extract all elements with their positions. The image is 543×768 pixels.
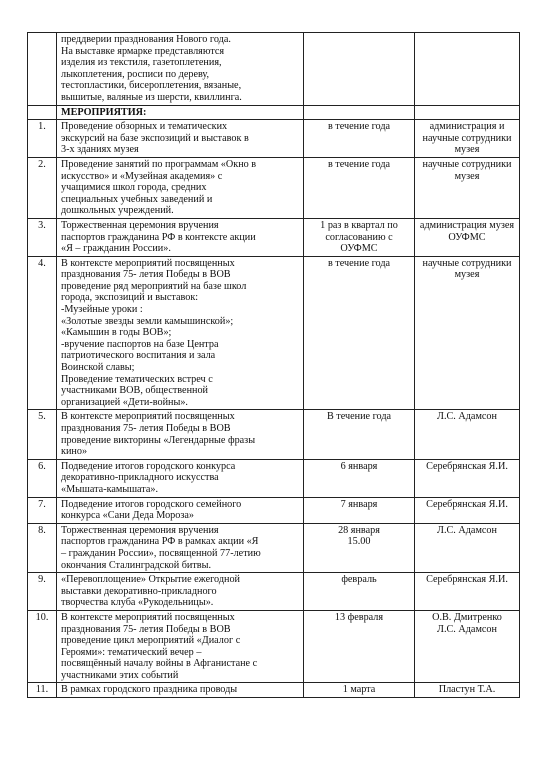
row-number: 6.	[28, 459, 57, 497]
description-line: В контексте мероприятий посвященных	[61, 257, 235, 269]
row-date	[304, 157, 415, 218]
description-line: паспортов гражданина РФ в рамках акции «Я	[61, 536, 259, 548]
row-date	[304, 523, 415, 572]
description-line: творчества клуба «Рукодельницы».	[61, 597, 214, 609]
row-description	[57, 683, 304, 698]
row-number: 11.	[28, 683, 57, 698]
responsible-line: Серебрянская Я.И.	[426, 574, 508, 586]
row-number: 8.	[28, 523, 57, 572]
table-row	[28, 459, 520, 497]
row-description	[57, 523, 304, 572]
description-line: «Золотые звезды земли камышинской»;	[61, 315, 234, 327]
row-number: 2.	[28, 157, 57, 218]
description-line: Торжественная церемония вручения	[61, 219, 219, 231]
responsible-line: О.В. Дмитренко	[432, 611, 502, 623]
description-line: проведение ряд мероприятий на базе школ	[61, 280, 247, 292]
row-date	[304, 120, 415, 158]
events-table-body	[28, 33, 520, 698]
row-responsible	[415, 459, 520, 497]
description-line: В контексте мероприятий посвященных	[61, 411, 235, 423]
row-description	[57, 610, 304, 683]
responsible-line: музея	[454, 170, 480, 182]
description-line: проведение викторины «Легендарные фразы	[61, 434, 256, 446]
table-row	[28, 573, 520, 611]
row-date-cell	[304, 33, 415, 106]
description-line: -Музейные уроки :	[61, 304, 143, 316]
responsible-line: музея	[454, 144, 480, 156]
table-row	[28, 610, 520, 683]
description-line: вышитые, валяные из шерсти, квиллинга.	[61, 91, 242, 103]
description-line: «Мышата-камышата».	[61, 483, 159, 495]
row-date	[304, 256, 415, 410]
row-date	[304, 459, 415, 497]
description-line: кино»	[61, 446, 88, 458]
date-line: в течение года	[327, 158, 391, 170]
description-line: организацией «Дети-войны».	[61, 396, 188, 408]
responsible-line: администрация и	[429, 121, 505, 133]
row-date	[304, 573, 415, 611]
row-description	[57, 497, 304, 523]
row-date-cell	[304, 105, 415, 120]
row-responsible-cell	[415, 33, 520, 106]
date-line: 1 марта	[342, 684, 376, 696]
responsible-line: научные сотрудники	[422, 158, 512, 170]
row-date	[304, 218, 415, 256]
row-responsible	[415, 610, 520, 683]
description-line: экскурсий на базе экспозиций и выставок в	[61, 132, 249, 144]
description-line: На выставке ярмарке представляются	[61, 45, 225, 57]
responsible-line: музея	[454, 269, 480, 281]
description-line: «Перевоплощение» Открытие ежегодной	[61, 574, 241, 586]
table-row	[28, 157, 520, 218]
row-description	[57, 157, 304, 218]
table-row	[28, 523, 520, 572]
description-line: 3-х зданиях музея	[61, 144, 139, 156]
table-row	[28, 683, 520, 698]
responsible-line: Л.С. Адамсон	[437, 411, 497, 423]
description-line: Подведение итогов городского конкурса	[61, 460, 236, 472]
row-number-cell	[28, 105, 57, 120]
description-line: – гражданин России», посвященной 77-летию	[61, 547, 261, 559]
row-description	[57, 218, 304, 256]
row-description	[57, 120, 304, 158]
description-line: празднования 75- летия Победы в ВОВ	[61, 623, 231, 635]
description-line: учащимися школ города, средних	[61, 182, 207, 194]
row-number: 3.	[28, 218, 57, 256]
row-responsible	[415, 523, 520, 572]
description-line: города, экспозиций и выставок:	[61, 292, 199, 304]
description-line: преддверии празднования Нового года.	[61, 34, 231, 45]
date-line: ОУФМС	[340, 243, 378, 255]
responsible-line: Л.С. Адамсон	[437, 623, 497, 635]
description-line: Проведение обзорных и тематических	[61, 121, 228, 133]
date-line: в течение года	[327, 121, 391, 133]
description-line: Подведение итогов городского семейного	[61, 498, 242, 510]
date-line: 13 февраля	[334, 611, 384, 623]
description-line: декоративно-прикладного искусства	[61, 472, 219, 484]
description-line: -вручение паспортов на базе Центра	[61, 338, 219, 350]
description-line: Торжественная церемония вручения	[61, 524, 219, 536]
row-responsible	[415, 256, 520, 410]
description-line: выставки декоративно-прикладного	[61, 585, 217, 597]
row-number: 10.	[28, 610, 57, 683]
row-date	[304, 410, 415, 459]
row-number-cell	[28, 33, 57, 106]
description-line: окончания Сталинградской битвы.	[61, 559, 212, 571]
row-responsible	[415, 683, 520, 698]
continuation-row	[28, 33, 520, 106]
description-line: паспортов гражданина РФ в контексте акции	[61, 231, 256, 243]
row-number: 7.	[28, 497, 57, 523]
row-date	[304, 497, 415, 523]
date-line: 7 января	[340, 498, 378, 510]
date-line: 28 января	[338, 524, 380, 536]
row-number: 1.	[28, 120, 57, 158]
row-responsible	[415, 573, 520, 611]
row-responsible-cell	[415, 105, 520, 120]
responsible-line: научные сотрудники	[422, 257, 512, 269]
responsible-line: Серебрянская Я.И.	[426, 460, 508, 472]
description-line: конкурса «Сани Деда Мороза»	[61, 510, 194, 522]
row-responsible	[415, 120, 520, 158]
table-row	[28, 256, 520, 410]
row-number: 5.	[28, 410, 57, 459]
responsible-line: администрация музея	[419, 219, 515, 231]
section-title-row	[28, 105, 520, 120]
responsible-line: Пластун Т.А.	[438, 684, 496, 696]
row-responsible	[415, 410, 520, 459]
responsible-line: Серебрянская Я.И.	[426, 498, 508, 510]
date-line: В течение года	[326, 411, 392, 423]
date-line: февраль	[341, 574, 377, 586]
table-row	[28, 497, 520, 523]
row-responsible	[415, 218, 520, 256]
row-date	[304, 683, 415, 698]
responsible-line: ОУФМС	[448, 231, 486, 243]
row-number: 9.	[28, 573, 57, 611]
date-line: согласованию с	[325, 231, 393, 243]
description-line: искусство» и «Музейная академия» с	[61, 170, 223, 182]
description-line: Проведение тематических встреч с	[61, 373, 213, 385]
description-line: дошкольных учреждений.	[61, 205, 174, 217]
description-line: Воинской славы;	[61, 362, 135, 374]
table-row	[28, 120, 520, 158]
responsible-line: Л.С. Адамсон	[437, 524, 497, 536]
description-line: Героями»: тематический вечер –	[61, 646, 202, 658]
row-description	[57, 459, 304, 497]
description-line: В контексте мероприятий посвященных	[61, 611, 235, 623]
description-line: специальных учебных заведений и	[61, 193, 213, 205]
description-line: Проведение занятий по программам «Окно в	[61, 158, 257, 170]
table-row	[28, 410, 520, 459]
row-description-cell	[57, 33, 304, 106]
date-line: 6 января	[340, 460, 378, 472]
row-description	[57, 573, 304, 611]
row-responsible	[415, 157, 520, 218]
date-line: 15.00	[347, 536, 371, 548]
row-description	[57, 410, 304, 459]
row-number: 4.	[28, 256, 57, 410]
row-responsible	[415, 497, 520, 523]
section-title: МЕРОПРИЯТИЯ:	[57, 105, 304, 120]
description-line: празднования 75- летия Победы в ВОВ	[61, 423, 231, 434]
description-line: патриотического воспитания и зала	[61, 350, 216, 362]
responsible-line: научные сотрудники	[422, 132, 512, 144]
description-line: тестопластики, бисероплетения, вязаные,	[61, 80, 242, 92]
description-line: изделия из текстиля, газетоплетения,	[61, 57, 222, 69]
date-line: 1 раз в квартал по	[320, 219, 398, 231]
description-line: празднования 75- летия Победы в ВОВ	[61, 269, 231, 281]
events-table	[27, 32, 520, 698]
row-date	[304, 610, 415, 683]
description-line: проведение цикл мероприятий «Диалог с	[61, 635, 241, 647]
description-line: участниками ВОВ, общественной	[61, 385, 209, 397]
row-description	[57, 256, 304, 410]
date-line: в течение года	[327, 257, 391, 269]
description-line: «Камышин в годы ВОВ»;	[61, 327, 172, 339]
description-line: посвящённый началу войны в Афганистане с	[61, 658, 258, 670]
description-line: «Я – гражданин России».	[61, 243, 171, 255]
description-line: В рамках городского праздника проводы	[61, 684, 238, 696]
table-row	[28, 218, 520, 256]
description-line: участниками этих событий	[61, 669, 179, 681]
description-line: лыкоплетения, росписи по дереву,	[61, 68, 210, 80]
